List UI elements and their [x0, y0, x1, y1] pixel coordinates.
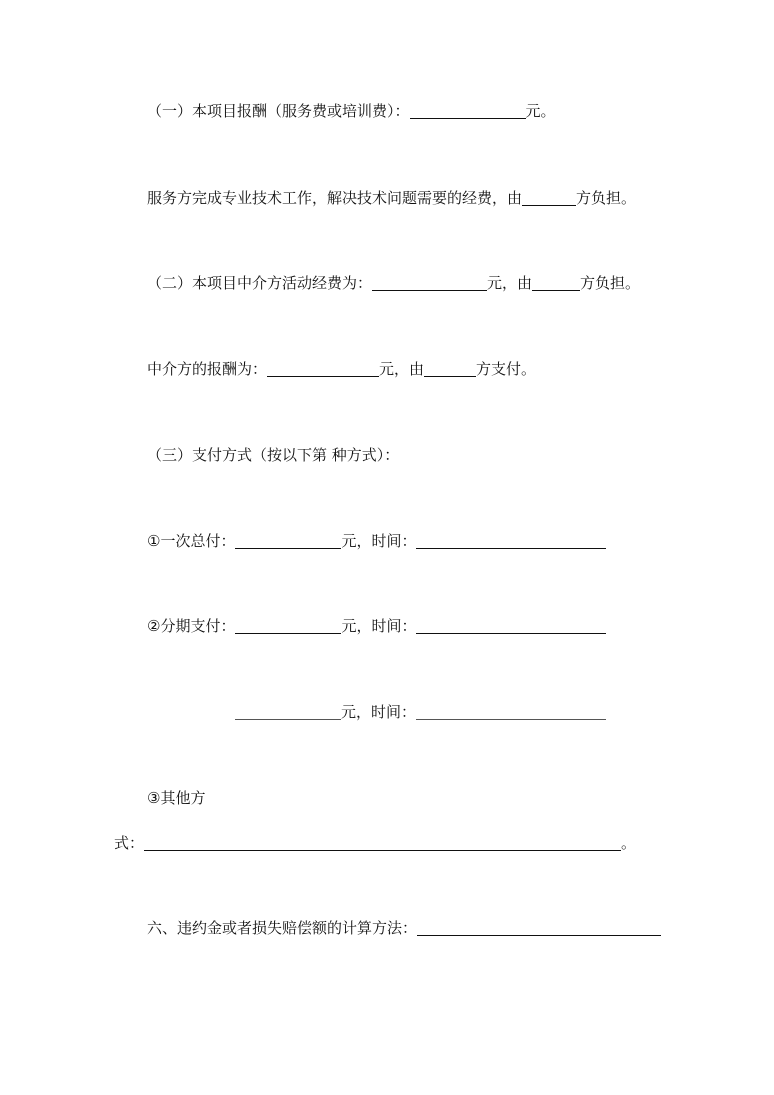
lump-sum-label: ①一次总付： [147, 532, 236, 550]
installment-mid-1: 元，时间： [341, 617, 417, 635]
intermediary-expense-label: （二）本项目中介方活动经费为： [147, 274, 373, 292]
intermediary-fee-mid: 元，由 [379, 360, 425, 378]
penalty-line [147, 917, 661, 939]
remuneration-line [147, 100, 556, 122]
intermediary-fee-party-blank[interactable] [424, 360, 476, 377]
expense-bearer-line [147, 187, 636, 209]
installment-time-blank-1[interactable] [416, 617, 606, 634]
intermediary-expense-amount-blank[interactable] [372, 274, 487, 291]
intermediary-fee-label: 中介方的报酬为： [147, 360, 268, 378]
remuneration-unit: 元。 [525, 102, 556, 120]
installment-amount-blank-1[interactable] [235, 617, 341, 634]
installment-line-1 [147, 615, 606, 637]
other-method-detail-line [114, 832, 636, 854]
intermediary-fee-amount-blank[interactable] [267, 360, 379, 377]
lump-sum-time-blank[interactable] [416, 532, 606, 549]
intermediary-fee-line [147, 358, 536, 380]
intermediary-expense-suffix: 方负担。 [580, 274, 641, 292]
penalty-label: 六、违约金或者损失赔偿额的计算方法： [147, 919, 418, 937]
intermediary-expense-line [147, 272, 640, 294]
payment-method-heading-text: （三）支付方式（按以下第 种方式）： [147, 446, 400, 464]
other-method-label: ③其他方 [147, 789, 206, 807]
installment-time-blank-2[interactable] [416, 703, 606, 720]
remuneration-amount-blank[interactable] [410, 102, 526, 119]
other-method-line [147, 787, 205, 809]
intermediary-fee-suffix: 方支付。 [476, 360, 537, 378]
lump-sum-line [147, 530, 606, 552]
expense-bearer-party-blank[interactable] [522, 189, 576, 206]
expense-bearer-label: 服务方完成专业技术工作，解决技术问题需要的经费，由 [147, 189, 523, 207]
installment-line-2 [235, 701, 606, 723]
other-method-detail-blank[interactable] [144, 834, 621, 851]
installment-label: ②分期支付： [147, 617, 236, 635]
lump-sum-mid: 元，时间： [341, 532, 417, 550]
penalty-method-blank[interactable] [417, 919, 661, 936]
remuneration-label: （一）本项目报酬（服务费或培训费）： [147, 102, 410, 120]
other-method-detail-suffix: 。 [621, 834, 637, 852]
intermediary-expense-mid: 元，由 [487, 274, 533, 292]
payment-method-heading [147, 444, 399, 466]
installment-mid-2: 元，时间： [341, 703, 417, 721]
expense-bearer-suffix: 方负担。 [576, 189, 637, 207]
other-method-detail-label: 式： [114, 834, 145, 852]
lump-sum-amount-blank[interactable] [235, 532, 341, 549]
intermediary-expense-party-blank[interactable] [532, 274, 580, 291]
installment-amount-blank-2[interactable] [235, 703, 341, 720]
